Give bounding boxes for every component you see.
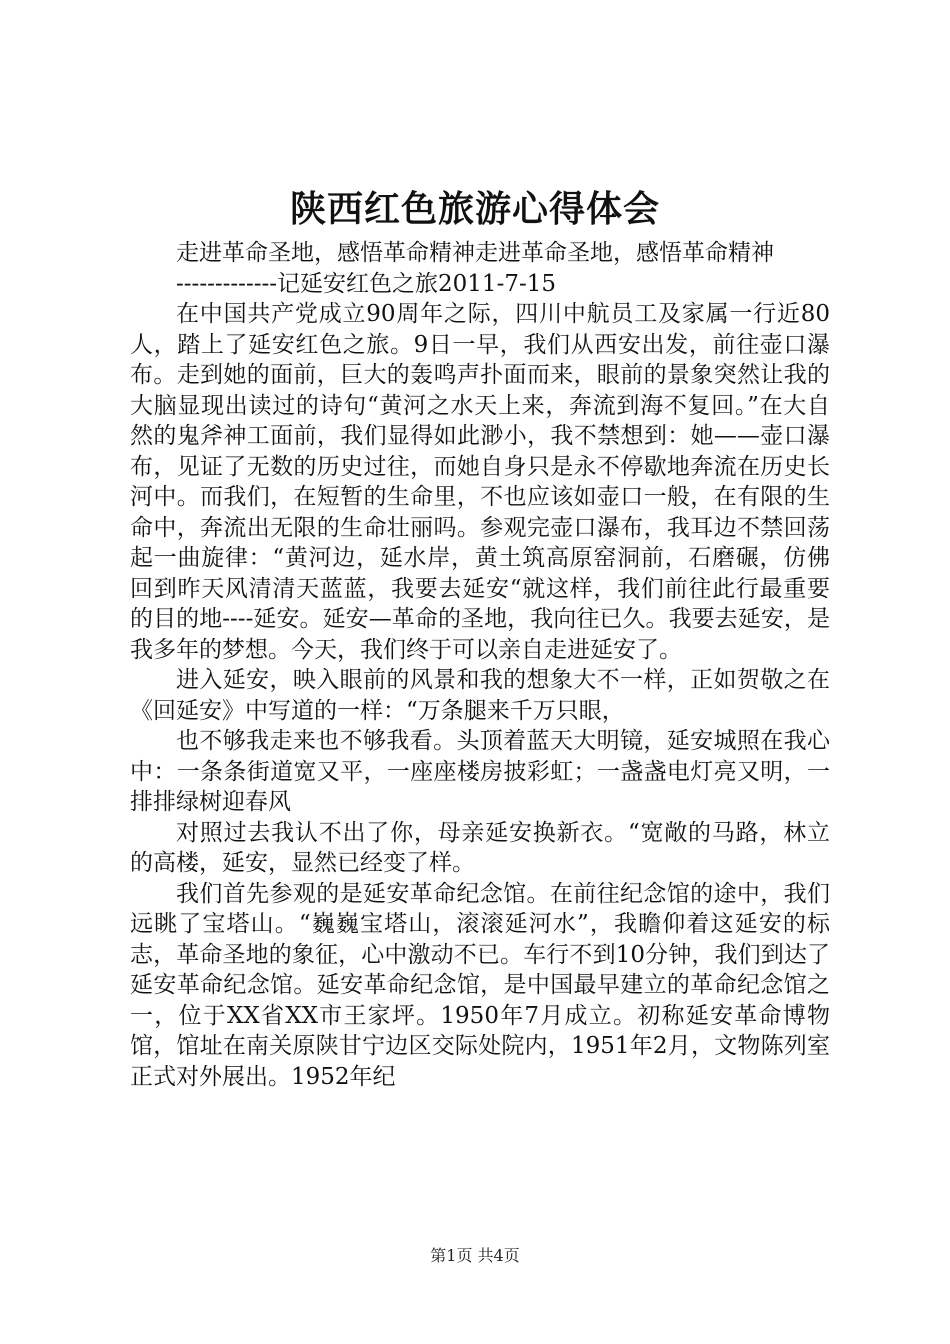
page-footer: 第1页 共4页 <box>430 1246 520 1265</box>
page-title: 陕西红色旅游心得体会 <box>289 188 660 230</box>
subtitle-paragraph: 走进革命圣地，感悟革命精神走进革命圣地，感悟革命精神 <box>176 240 774 266</box>
dateline-paragraph: -------------记延安红色之旅2011-7-15 <box>176 270 557 297</box>
body-paragraph: 也不够我走来也不够我看。头顶着蓝天大明镜，延安城照在我心中：一条条街道宽又平，一座座楼房披彩虹；一盏盏电灯亮又明，一排排绿树迎春风 <box>130 728 830 815</box>
body-paragraph: 进入延安，映入眼前的风景和我的想象大不一样，正如贺敬之在《回延安》中写道的一样：“万条腿来千万只眼， <box>130 667 830 724</box>
body-paragraph: 对照过去我认不出了你，母亲延安换新衣。“宽敞的马路，林立的高楼，延安，显然已经变了样。 <box>130 819 830 876</box>
body-paragraph: 在中国共产党成立90周年之际，四川中航员工及家属一行近80人，踏上了延安红色之旅。9日一早，我们从西安出发，前往壶口瀑布。走到她的面前，巨大的轰鸣声扑面而来，眼前的景象突然让我的大脑显现出读过的诗句“黄河之水天上来，奔流到海不复回。”在大自然的鬼斧神工面前，我们显得如此渺小，我不禁想到：她——壶口瀑布，见证了无数的历史过往，而她自身只是永不停歇地奔流在历史长河中。而我们，在短暂的生命里，不也应该如壶口一般，在有限的生命中，奔流出无限的生命壮丽吗。参观完壶口瀑布，我耳边不禁回荡起一曲旋律：“黄河边，延水岸，黄土筑高原窑洞前，石磨碾，仿佛回到昨天风清清天蓝蓝，我要去延安“就这样，我们前往此行最重要的目的地----延安。延安—革命的圣地，我向往已久。我要去延安，是我多年的梦想。今天，我们终于可以亲自走进延安了。 <box>130 301 830 663</box>
body-paragraph: 我们首先参观的是延安革命纪念馆。在前往纪念馆的途中，我们远眺了宝塔山。“巍巍宝塔山，滚滚延河水”，我瞻仰着这延安的标志，革命圣地的象征，心中激动不已。车行不到10分钟，我们到达了延安革命纪念馆。延安革命纪念馆，是中国最早建立的革命纪念馆之一，位于XX省XX市王家坪。1950年7月成立。初称延安革命博物馆，馆址在南关原陕甘宁边区交际处院内，1951年2月，文物陈列室正式对外展出。1952年纪 <box>130 880 830 1090</box>
document-body <box>130 238 830 1092</box>
